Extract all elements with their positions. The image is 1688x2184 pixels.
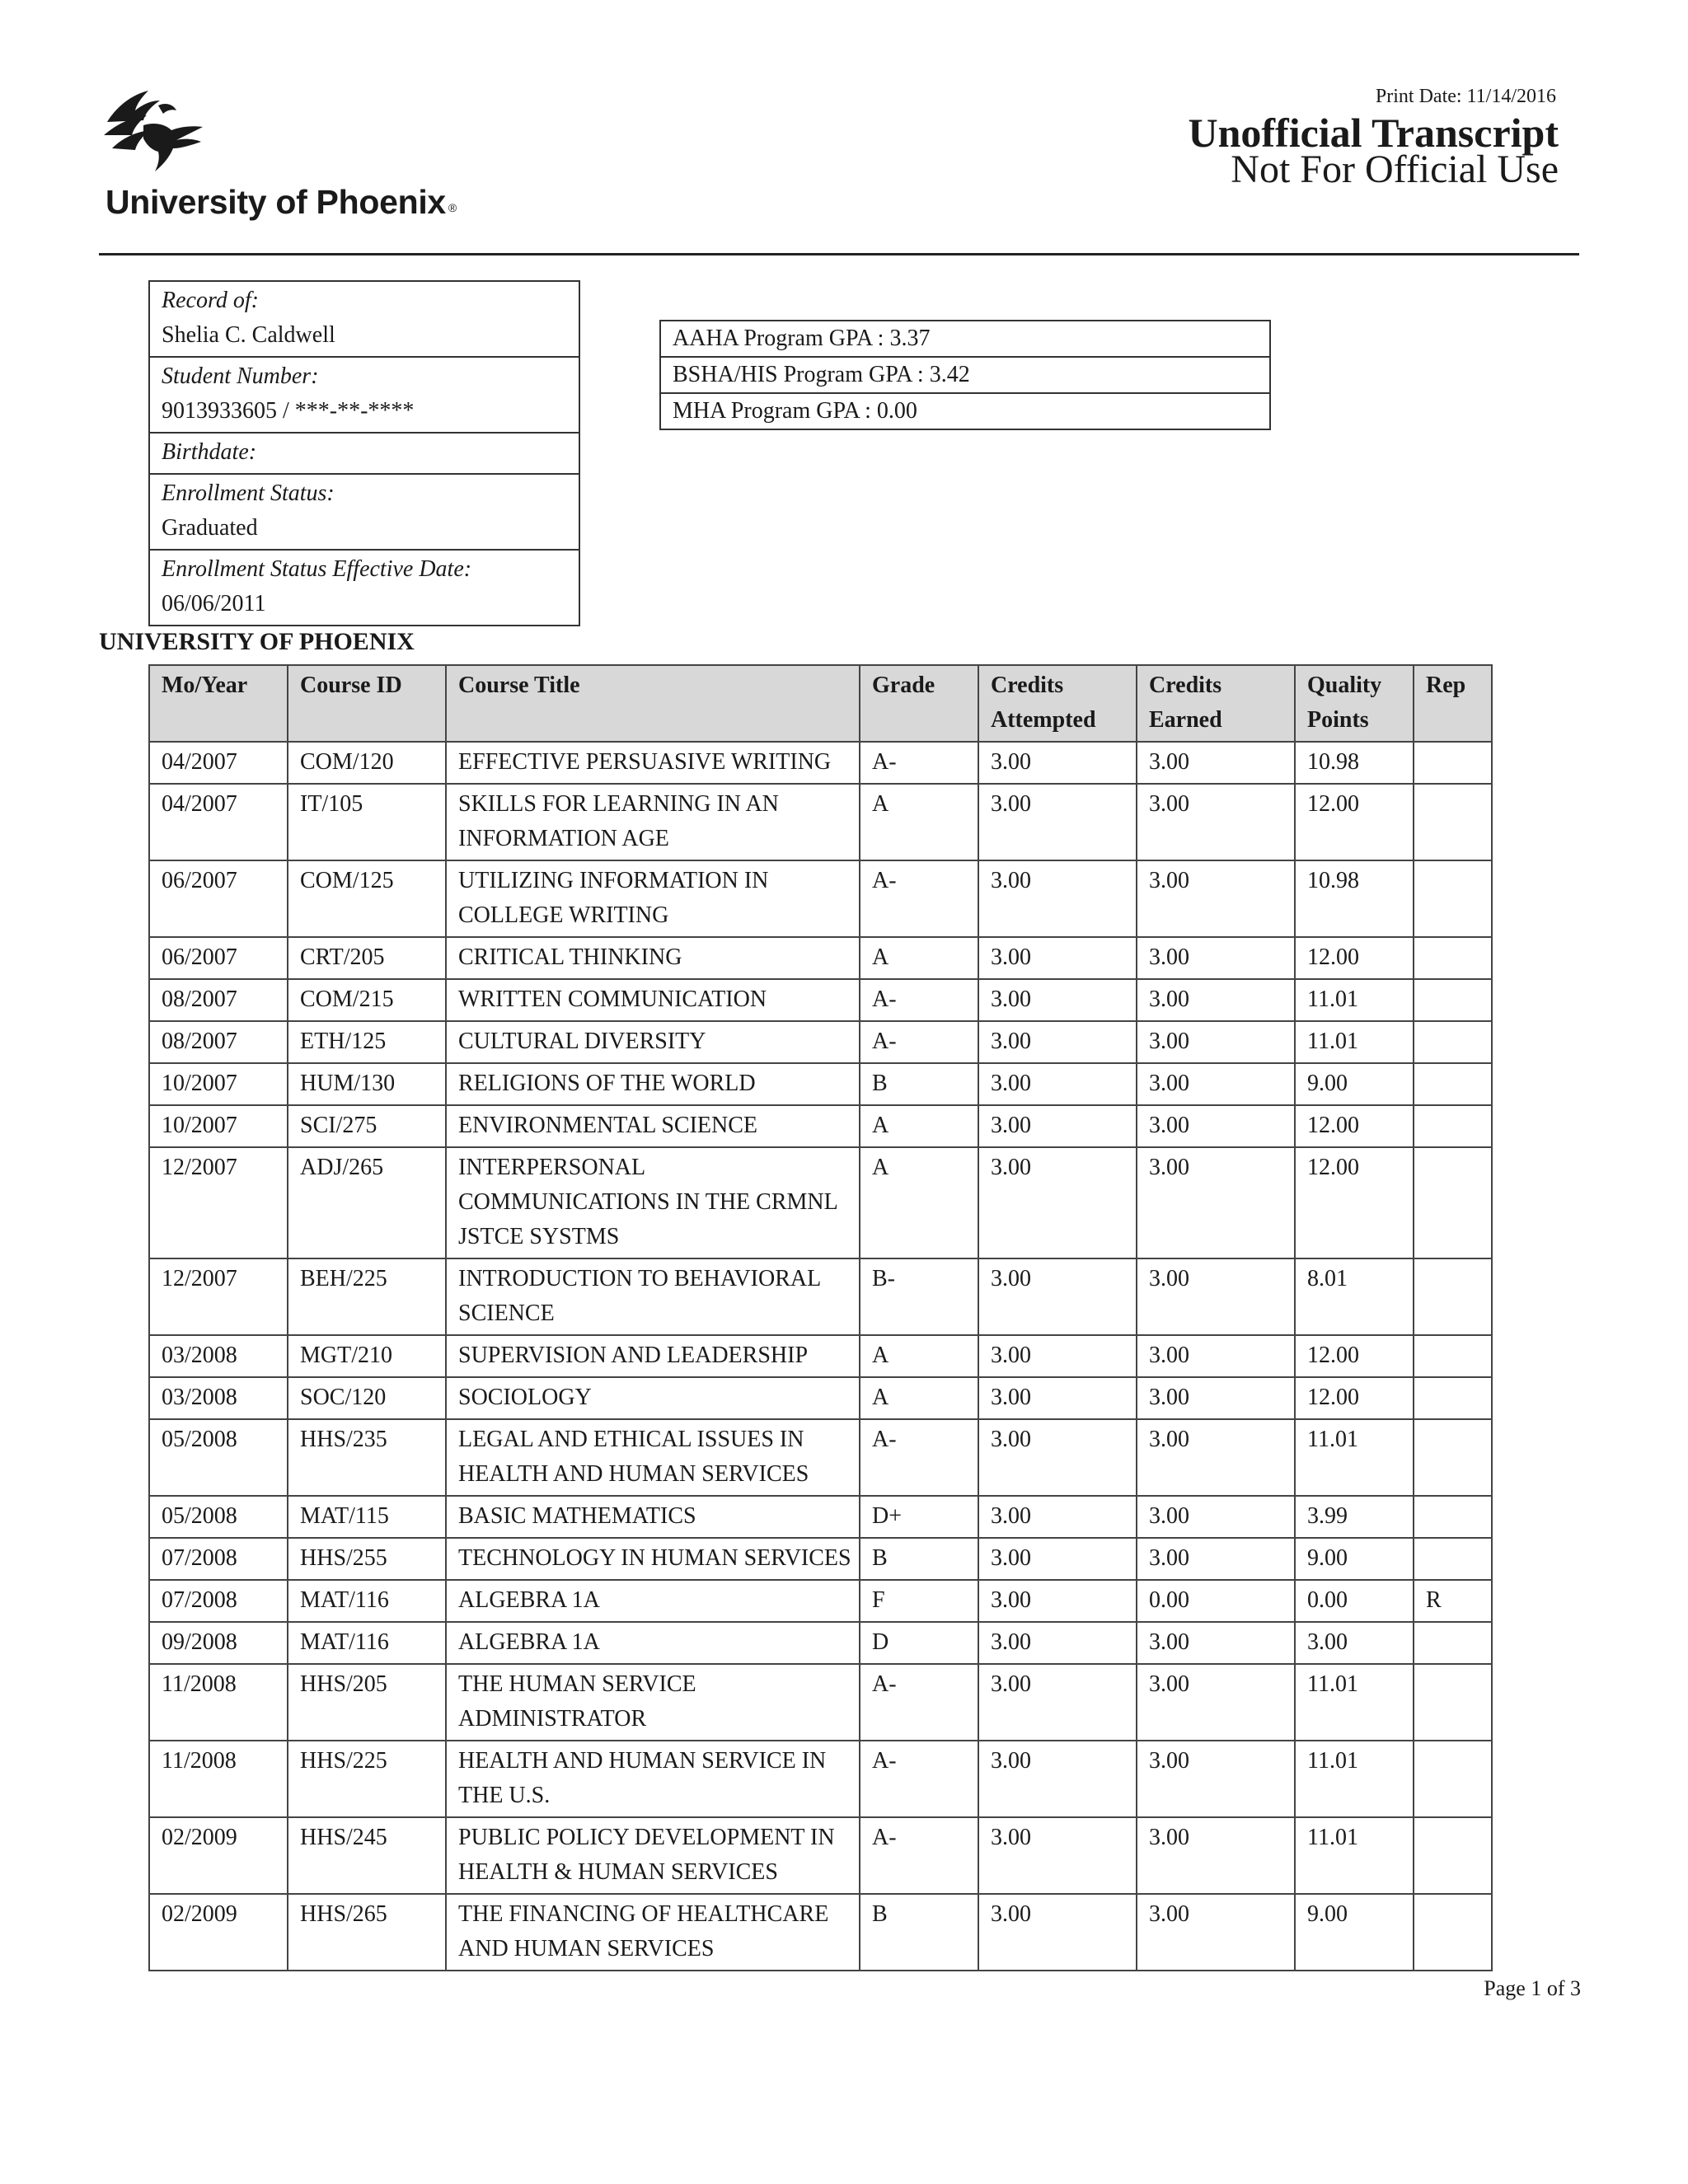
- table-cell: UTILIZING INFORMATION IN COLLEGE WRITING: [446, 860, 860, 937]
- table-cell: [1414, 1496, 1492, 1538]
- table-row: [149, 1021, 1492, 1063]
- table-cell: [1414, 1063, 1492, 1105]
- table-cell: 10/2007: [149, 1063, 288, 1105]
- table-cell: 11/2008: [149, 1664, 288, 1741]
- phoenix-bird-icon: [101, 89, 208, 180]
- table-row: [149, 1258, 1492, 1335]
- table-cell: B: [860, 1894, 978, 1971]
- table-cell: [1414, 1147, 1492, 1258]
- column-header: Credits Earned: [1137, 665, 1295, 742]
- table-row: [149, 1105, 1492, 1147]
- student-record-box: [148, 280, 580, 626]
- table-row: [149, 1063, 1492, 1105]
- table-cell: 3.00: [1137, 1664, 1295, 1741]
- table-cell: 11.01: [1295, 1664, 1414, 1741]
- column-header: Course ID: [288, 665, 446, 742]
- table-cell: 3.00: [978, 1063, 1137, 1105]
- table-cell: HHS/265: [288, 1894, 446, 1971]
- table-cell: BEH/225: [288, 1258, 446, 1335]
- table-cell: 3.00: [1137, 1021, 1295, 1063]
- table-cell: 11.01: [1295, 1419, 1414, 1496]
- table-cell: 06/2007: [149, 937, 288, 979]
- table-cell: 08/2007: [149, 1021, 288, 1063]
- table-cell: ADJ/265: [288, 1147, 446, 1258]
- table-row: [149, 1419, 1492, 1496]
- table-cell: SOCIOLOGY: [446, 1377, 860, 1419]
- university-logo: [101, 89, 208, 180]
- table-cell: 9.00: [1295, 1538, 1414, 1580]
- table-cell: ALGEBRA 1A: [446, 1580, 860, 1622]
- enrollment-status-label: Enrollment Status:: [162, 480, 335, 506]
- table-cell: [1414, 937, 1492, 979]
- table-cell: A: [860, 1377, 978, 1419]
- table-cell: ENVIRONMENTAL SCIENCE: [446, 1105, 860, 1147]
- table-cell: WRITTEN COMMUNICATION: [446, 979, 860, 1021]
- table-cell: 3.00: [978, 860, 1137, 937]
- table-row: [149, 979, 1492, 1021]
- column-header: Quality Points: [1295, 665, 1414, 742]
- table-cell: 12.00: [1295, 1147, 1414, 1258]
- table-cell: R: [1414, 1580, 1492, 1622]
- gpa-row: AAHA Program GPA : 3.37: [673, 326, 931, 351]
- table-row: [149, 1377, 1492, 1419]
- table-cell: 3.00: [1137, 1419, 1295, 1496]
- table-row: [149, 1147, 1492, 1258]
- table-row: [149, 1538, 1492, 1580]
- table-cell: A-: [860, 1741, 978, 1817]
- table-cell: 3.00: [1295, 1622, 1414, 1664]
- table-cell: B-: [860, 1258, 978, 1335]
- print-date: Print Date: 11/14/2016: [1375, 86, 1556, 107]
- table-cell: 3.00: [1137, 1622, 1295, 1664]
- table-cell: 3.00: [978, 1664, 1137, 1741]
- table-row: [149, 860, 1492, 937]
- table-cell: 3.00: [978, 1105, 1137, 1147]
- table-cell: INTRODUCTION TO BEHAVIORAL SCIENCE: [446, 1258, 860, 1335]
- table-cell: [1414, 784, 1492, 860]
- table-cell: [1414, 1335, 1492, 1377]
- table-cell: 10.98: [1295, 742, 1414, 784]
- table-cell: COM/215: [288, 979, 446, 1021]
- table-row: [149, 1741, 1492, 1817]
- registered-mark: ®: [448, 201, 457, 214]
- enrollment-status-section: [150, 473, 579, 549]
- table-cell: [1414, 1021, 1492, 1063]
- record-of-value: Shelia C. Caldwell: [162, 322, 335, 348]
- table-row: [149, 1664, 1492, 1741]
- enrollment-status-value: Graduated: [162, 515, 258, 541]
- table-cell: 3.00: [978, 979, 1137, 1021]
- university-name: University of Phoenix ®: [106, 183, 457, 221]
- table-row: [149, 1622, 1492, 1664]
- table-cell: A: [860, 1147, 978, 1258]
- table-cell: HEALTH AND HUMAN SERVICE IN THE U.S.: [446, 1741, 860, 1817]
- table-cell: 3.00: [978, 1377, 1137, 1419]
- table-cell: 3.00: [978, 1335, 1137, 1377]
- table-cell: CULTURAL DIVERSITY: [446, 1021, 860, 1063]
- table-cell: A-: [860, 1664, 978, 1741]
- table-cell: [1414, 1894, 1492, 1971]
- table-cell: 3.00: [1137, 1147, 1295, 1258]
- table-cell: THE HUMAN SERVICE ADMINISTRATOR: [446, 1664, 860, 1741]
- table-cell: [1414, 1817, 1492, 1894]
- table-cell: B: [860, 1538, 978, 1580]
- table-cell: 3.00: [978, 1496, 1137, 1538]
- table-cell: 3.00: [978, 784, 1137, 860]
- birthdate-label: Birthdate:: [162, 439, 257, 465]
- table-cell: 12/2007: [149, 1147, 288, 1258]
- table-cell: HHS/205: [288, 1664, 446, 1741]
- table-cell: EFFECTIVE PERSUASIVE WRITING: [446, 742, 860, 784]
- table-cell: 9.00: [1295, 1894, 1414, 1971]
- table-cell: A-: [860, 742, 978, 784]
- table-cell: 3.00: [978, 1580, 1137, 1622]
- table-cell: 04/2007: [149, 742, 288, 784]
- table-row: [149, 1580, 1492, 1622]
- table-cell: 3.00: [1137, 1817, 1295, 1894]
- table-row: [149, 1496, 1492, 1538]
- table-cell: 3.00: [1137, 742, 1295, 784]
- table-cell: [1414, 1741, 1492, 1817]
- student-number-value: 9013933605 / ***-**-****: [162, 398, 415, 424]
- course-table: [148, 664, 1493, 1971]
- table-cell: HHS/255: [288, 1538, 446, 1580]
- table-cell: 07/2008: [149, 1538, 288, 1580]
- table-cell: A-: [860, 1021, 978, 1063]
- table-cell: SCI/275: [288, 1105, 446, 1147]
- table-row: [149, 1894, 1492, 1971]
- table-cell: 11.01: [1295, 1741, 1414, 1817]
- table-cell: 3.00: [978, 742, 1137, 784]
- table-cell: 0.00: [1295, 1580, 1414, 1622]
- table-cell: 12.00: [1295, 1335, 1414, 1377]
- table-cell: 3.00: [978, 1147, 1137, 1258]
- page-number: Page 1 of 3: [1484, 1976, 1581, 2000]
- column-header: Course Title: [446, 665, 860, 742]
- table-cell: [1414, 1377, 1492, 1419]
- table-cell: 02/2009: [149, 1817, 288, 1894]
- gpa-row: MHA Program GPA : 0.00: [661, 392, 1269, 429]
- table-cell: 3.00: [978, 1538, 1137, 1580]
- table-cell: ETH/125: [288, 1021, 446, 1063]
- table-cell: 8.01: [1295, 1258, 1414, 1335]
- table-cell: THE FINANCING OF HEALTHCARE AND HUMAN SERVICES: [446, 1894, 860, 1971]
- table-cell: A: [860, 937, 978, 979]
- table-cell: 3.00: [1137, 860, 1295, 937]
- table-cell: 11/2008: [149, 1741, 288, 1817]
- table-cell: 02/2009: [149, 1894, 288, 1971]
- table-cell: 05/2008: [149, 1419, 288, 1496]
- column-header: Grade: [860, 665, 978, 742]
- table-cell: A: [860, 1335, 978, 1377]
- table-cell: 11.01: [1295, 1817, 1414, 1894]
- table-cell: HHS/235: [288, 1419, 446, 1496]
- table-cell: A-: [860, 979, 978, 1021]
- table-cell: [1414, 1105, 1492, 1147]
- table-cell: D: [860, 1622, 978, 1664]
- header-divider: [99, 253, 1579, 255]
- table-cell: PUBLIC POLICY DEVELOPMENT IN HEALTH & HUMAN SERVICES: [446, 1817, 860, 1894]
- table-cell: 03/2008: [149, 1377, 288, 1419]
- table-cell: 09/2008: [149, 1622, 288, 1664]
- table-cell: 3.00: [978, 1622, 1137, 1664]
- student-number-label: Student Number:: [162, 363, 319, 389]
- table-row: [149, 784, 1492, 860]
- table-header-row: [149, 665, 1492, 742]
- table-cell: IT/105: [288, 784, 446, 860]
- document-subtitle: Not For Official Use: [1231, 148, 1559, 191]
- table-cell: 3.00: [978, 1817, 1137, 1894]
- table-cell: COM/120: [288, 742, 446, 784]
- table-cell: A-: [860, 1419, 978, 1496]
- effective-date-label: Enrollment Status Effective Date:: [162, 556, 472, 582]
- table-cell: B: [860, 1063, 978, 1105]
- table-cell: 3.00: [1137, 1258, 1295, 1335]
- table-cell: 3.00: [978, 1741, 1137, 1817]
- table-cell: 0.00: [1137, 1580, 1295, 1622]
- table-cell: 12.00: [1295, 784, 1414, 860]
- table-cell: COM/125: [288, 860, 446, 937]
- table-cell: 11.01: [1295, 1021, 1414, 1063]
- table-cell: TECHNOLOGY IN HUMAN SERVICES: [446, 1538, 860, 1580]
- table-cell: 3.00: [1137, 1496, 1295, 1538]
- table-cell: 03/2008: [149, 1335, 288, 1377]
- record-of-label: Record of:: [162, 288, 259, 313]
- table-cell: MAT/116: [288, 1580, 446, 1622]
- table-cell: [1414, 1419, 1492, 1496]
- table-cell: 12.00: [1295, 937, 1414, 979]
- document-title: Unofficial Transcript: [1188, 110, 1559, 156]
- table-cell: 3.00: [1137, 1894, 1295, 1971]
- table-cell: 3.00: [1137, 937, 1295, 979]
- table-cell: HUM/130: [288, 1063, 446, 1105]
- table-cell: A: [860, 784, 978, 860]
- table-cell: CRITICAL THINKING: [446, 937, 860, 979]
- table-cell: 3.00: [1137, 1063, 1295, 1105]
- table-cell: SOC/120: [288, 1377, 446, 1419]
- table-cell: MGT/210: [288, 1335, 446, 1377]
- table-cell: 10/2007: [149, 1105, 288, 1147]
- column-header: Mo/Year: [149, 665, 288, 742]
- table-cell: 06/2007: [149, 860, 288, 937]
- table-cell: 3.00: [978, 937, 1137, 979]
- table-cell: 11.01: [1295, 979, 1414, 1021]
- table-cell: 08/2007: [149, 979, 288, 1021]
- table-cell: 3.00: [1137, 1538, 1295, 1580]
- table-cell: 3.00: [1137, 784, 1295, 860]
- table-cell: INTERPERSONAL COMMUNICATIONS IN THE CRMNL JSTCE SYSTMS: [446, 1147, 860, 1258]
- table-cell: [1414, 1622, 1492, 1664]
- birthdate-section: [150, 432, 579, 473]
- table-cell: 9.00: [1295, 1063, 1414, 1105]
- table-cell: [1414, 1258, 1492, 1335]
- table-cell: 04/2007: [149, 784, 288, 860]
- table-row: [149, 937, 1492, 979]
- gpa-row: BSHA/HIS Program GPA : 3.42: [661, 356, 1269, 392]
- table-cell: CRT/205: [288, 937, 446, 979]
- table-cell: 3.00: [1137, 1741, 1295, 1817]
- table-cell: SKILLS FOR LEARNING IN AN INFORMATION AGE: [446, 784, 860, 860]
- student-number-section: [150, 356, 579, 432]
- table-cell: 12.00: [1295, 1105, 1414, 1147]
- table-cell: MAT/116: [288, 1622, 446, 1664]
- table-cell: MAT/115: [288, 1496, 446, 1538]
- table-cell: D+: [860, 1496, 978, 1538]
- table-cell: [1414, 1664, 1492, 1741]
- table-cell: 12/2007: [149, 1258, 288, 1335]
- table-cell: LEGAL AND ETHICAL ISSUES IN HEALTH AND HUMAN SERVICES: [446, 1419, 860, 1496]
- program-gpa-box: [659, 320, 1271, 430]
- record-of-section: [150, 282, 579, 356]
- effective-date-value: 06/06/2011: [162, 591, 266, 616]
- table-cell: SUPERVISION AND LEADERSHIP: [446, 1335, 860, 1377]
- table-cell: [1414, 979, 1492, 1021]
- table-cell: 10.98: [1295, 860, 1414, 937]
- table-cell: A-: [860, 860, 978, 937]
- table-cell: 3.00: [1137, 979, 1295, 1021]
- table-cell: 3.00: [978, 1894, 1137, 1971]
- table-cell: ALGEBRA 1A: [446, 1622, 860, 1664]
- table-cell: 3.00: [1137, 1377, 1295, 1419]
- table-cell: 12.00: [1295, 1377, 1414, 1419]
- table-cell: [1414, 860, 1492, 937]
- table-cell: RELIGIONS OF THE WORLD: [446, 1063, 860, 1105]
- table-cell: BASIC MATHEMATICS: [446, 1496, 860, 1538]
- table-cell: F: [860, 1580, 978, 1622]
- table-cell: 3.00: [978, 1021, 1137, 1063]
- table-cell: 3.99: [1295, 1496, 1414, 1538]
- course-rows: [149, 742, 1492, 1971]
- table-cell: [1414, 742, 1492, 784]
- table-cell: 3.00: [1137, 1105, 1295, 1147]
- table-cell: [1414, 1538, 1492, 1580]
- effective-date-section: [150, 549, 579, 625]
- column-header: Credits Attempted: [978, 665, 1137, 742]
- table-row: [149, 1817, 1492, 1894]
- institution-heading: UNIVERSITY OF PHOENIX: [99, 628, 415, 655]
- table-cell: A: [860, 1105, 978, 1147]
- table-row: [149, 742, 1492, 784]
- table-cell: 3.00: [978, 1258, 1137, 1335]
- table-cell: 05/2008: [149, 1496, 288, 1538]
- table-cell: 07/2008: [149, 1580, 288, 1622]
- table-cell: 3.00: [1137, 1335, 1295, 1377]
- table-cell: HHS/225: [288, 1741, 446, 1817]
- table-cell: HHS/245: [288, 1817, 446, 1894]
- table-cell: 3.00: [978, 1419, 1137, 1496]
- table-row: [149, 1335, 1492, 1377]
- table-cell: A-: [860, 1817, 978, 1894]
- column-header: Rep: [1414, 665, 1492, 742]
